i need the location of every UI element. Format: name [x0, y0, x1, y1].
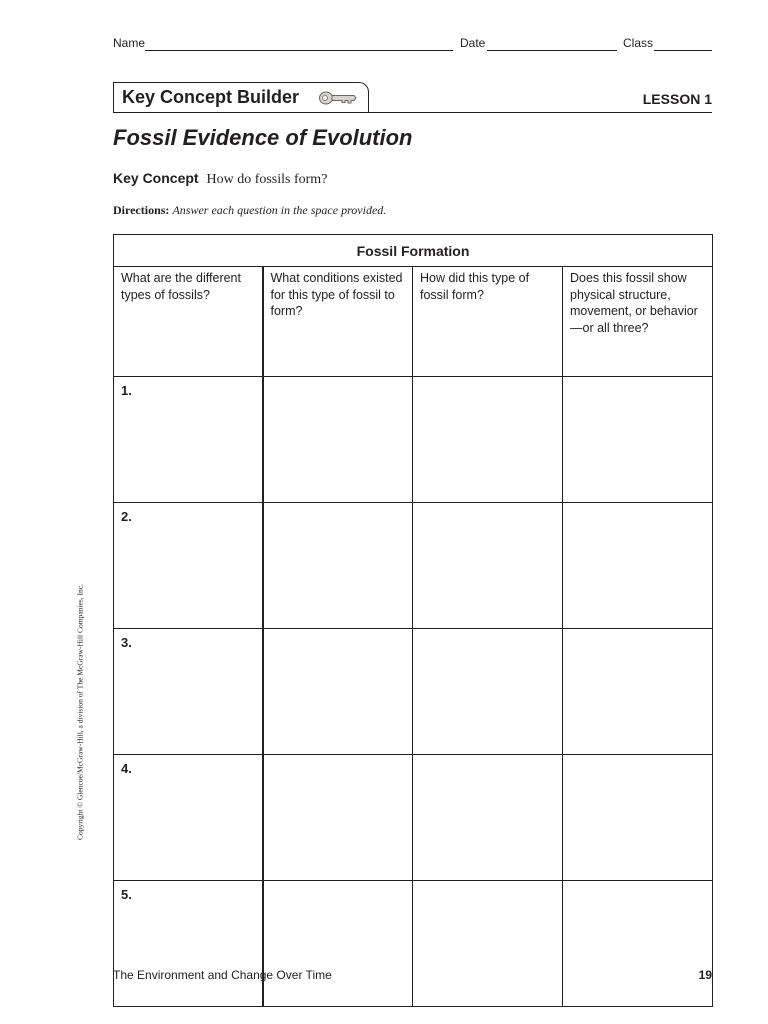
student-info-row [113, 36, 712, 54]
column-header-row [114, 267, 713, 377]
answer-cell[interactable] [563, 881, 713, 1007]
key-concept-label: Key Concept [113, 170, 199, 186]
directions [113, 203, 386, 218]
copyright-notice: Copyright © Glencoe/McGraw-Hill, a division of The McGraw-Hill Companies, Inc. [75, 584, 85, 840]
directions-label: Directions: [113, 203, 170, 217]
column-header: Does this fossil show physical structure, movement, or behavior—or all three? [563, 267, 713, 377]
column-header: What are the different types of fossils? [114, 267, 263, 377]
name-field[interactable] [145, 50, 453, 51]
table-title: Fossil Formation [114, 235, 713, 267]
table-row [114, 629, 713, 755]
answer-cell[interactable] [563, 377, 713, 503]
answer-cell[interactable] [263, 503, 413, 629]
column-header: What conditions existed for this type of fossil to form? [263, 267, 413, 377]
answer-cell[interactable] [563, 629, 713, 755]
answer-cell[interactable] [413, 755, 563, 881]
date-field[interactable] [487, 50, 617, 51]
answer-cell[interactable] [263, 755, 413, 881]
answer-cell[interactable] [263, 377, 413, 503]
answer-cell[interactable] [563, 755, 713, 881]
lesson-number: LESSON 1 [642, 91, 712, 107]
answer-cell[interactable] [413, 503, 563, 629]
answer-cell[interactable] [263, 629, 413, 755]
answer-cell[interactable] [263, 881, 413, 1007]
fossil-formation-table [113, 234, 713, 1007]
name-label: Name [113, 36, 146, 50]
directions-text: Answer each question in the space provided. [172, 203, 387, 217]
answer-cell[interactable] [413, 377, 563, 503]
class-field[interactable] [654, 50, 712, 51]
table-row [114, 881, 713, 1007]
banner-title: Key Concept Builder [122, 87, 300, 107]
key-icon [318, 90, 358, 111]
class-label: Class [623, 36, 654, 50]
page-number: 19 [698, 968, 712, 982]
row-number[interactable]: 1. [114, 377, 263, 503]
table-row [114, 377, 713, 503]
key-concept [113, 170, 327, 188]
table-row [114, 755, 713, 881]
date-label: Date [460, 36, 486, 50]
banner-rule [113, 112, 712, 113]
answer-cell[interactable] [563, 503, 713, 629]
page-title: Fossil Evidence of Evolution [113, 125, 413, 150]
row-number[interactable]: 4. [114, 755, 263, 881]
key-concept-builder-banner [113, 82, 369, 113]
key-concept-question: How do fossils form? [206, 172, 328, 187]
row-number[interactable]: 3. [114, 629, 263, 755]
row-number[interactable]: 2. [114, 503, 263, 629]
table-row [114, 503, 713, 629]
answer-cell[interactable] [413, 629, 563, 755]
answer-cell[interactable] [413, 881, 563, 1007]
row-number[interactable]: 5. [114, 881, 263, 1007]
footer-book-title: The Environment and Change Over Time [113, 968, 332, 982]
column-header: How did this type of fossil form? [413, 267, 563, 377]
